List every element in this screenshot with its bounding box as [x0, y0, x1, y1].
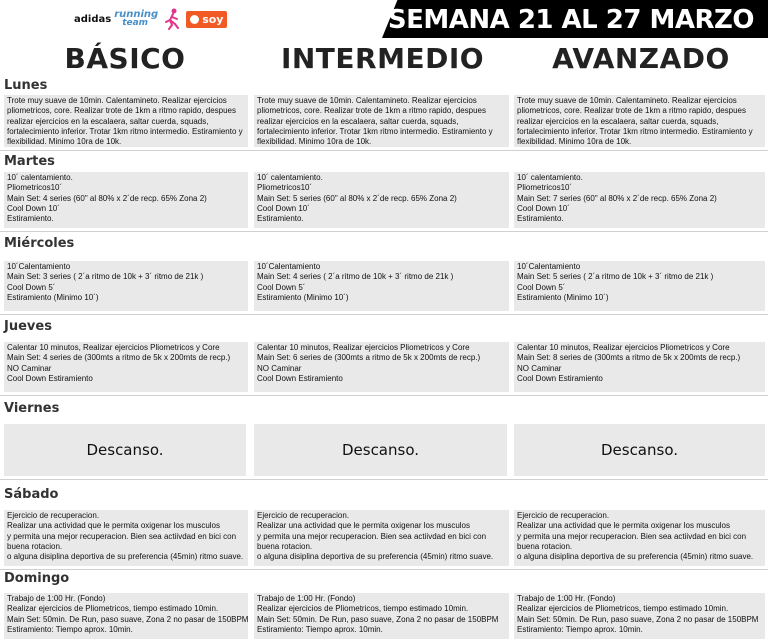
cell-lunes-avanzado: Trote muy suave de 10min. Calentamineto. Realizar ejercicios pliometricos, core. Realizar trote de 1km a ritmo rapido, despues realizar ejercicios en la escalaera, saltar cuerda, squads, fortalecimiento inferior. Trotar 1km ritmo intermedio. Estiramiento y flexibilidad. Minimo 10ra de 10k.	[514, 95, 765, 147]
cell-miercoles-avanzado: 10´Calentamiento Main Set: 5 series ( 2´a ritmo de 10k + 3´ ritmo de 21k ) Cool Down 5´ Estiramiento (Minimo 10´)	[514, 261, 765, 311]
row-divider	[0, 395, 768, 396]
cell-viernes-basico: Descanso.	[4, 424, 246, 476]
cell-viernes-avanzado: Descanso.	[514, 424, 765, 476]
soy-logo: soy	[186, 11, 227, 28]
day-label-domingo: Domingo	[4, 571, 70, 586]
cell-martes-intermedio: 10´ calentamiento. Pliometricos10´ Main Set: 5 series (60" al 80% x 2´de recp. 65% Zona 2) Cool Down 10´ Estiramiento.	[254, 172, 509, 228]
cell-lunes-basico: Trote muy suave de 10min. Calentamineto. Realizar ejercicios pliometricos, core. Realizar trote de 1km a ritmo rapido, despues realizar ejercicios en la escalaera, saltar cuerda, squads, fortalecimiento inferior. Trotar 1km ritmo intermedio. Estiramiento y flexibilidad. Minimo 10ra de 10k.	[4, 95, 248, 147]
cell-martes-basico: 10´ calentamiento. Pliometricos10´ Main Set: 4 series (60" al 80% x 2´de recp. 65% Zona 2) Cool Down 10´ Estiramiento.	[4, 172, 248, 228]
cell-miercoles-basico: 10´Calentamiento Main Set: 3 series ( 2´a ritmo de 10k + 3´ ritmo de 21k ) Cool Down 5´ Estiramiento (Minimo 10´)	[4, 261, 248, 311]
cell-martes-avanzado: 10´ calentamiento. Pliometricos10´ Main Set: 7 series (60" al 80% x 2´de recp. 65% Zona 2) Cool Down 10´ Estiramiento.	[514, 172, 765, 228]
row-divider	[0, 569, 768, 570]
row-divider	[0, 231, 768, 232]
week-title: SEMANA 21 AL 27 MARZO	[387, 5, 754, 35]
header	[0, 0, 768, 38]
row-divider	[0, 150, 768, 151]
level-intermedio-title: INTERMEDIO	[280, 42, 485, 75]
cell-jueves-avanzado: Calentar 10 minutos, Realizar ejercicios Pliometricos y Core Main Set: 8 series de (300mts a ritmo de 5k x 200mts de recp.) NO Caminar Cool Down Estiramiento	[514, 342, 765, 392]
row-divider	[0, 314, 768, 315]
cell-domingo-intermedio: Trabajo de 1:00 Hr. (Fondo) Realizar ejercicios de Pliometricos, tiempo estimado 10min. Main Set: 50min. De Run, paso suave, Zona 2 no pasar de 150BPM Estiramiento: Tiempo aprox. 10min.	[254, 593, 509, 639]
cell-jueves-intermedio: Calentar 10 minutos, Realizar ejercicios Pliometricos y Core Main Set: 6 series de (300mts a ritmo de 5k x 200mts de recp.) NO Caminar Cool Down Estiramiento	[254, 342, 509, 392]
cell-jueves-basico: Calentar 10 minutos, Realizar ejercicios Pliometricos y Core Main Set: 4 series de (300mts a ritmo de 5k x 200mts de recp.) NO Caminar Cool Down Estiramiento	[4, 342, 248, 392]
running-team-logo: running team	[114, 9, 159, 28]
cell-domingo-avanzado: Trabajo de 1:00 Hr. (Fondo) Realizar ejercicios de Pliometricos, tiempo estimado 10min. Main Set: 50min. De Run, paso suave, Zona 2 no pasar de 150BPM Estiramiento: Tiempo aprox. 10min.	[514, 593, 765, 639]
row-divider	[0, 479, 768, 480]
day-label-martes: Martes	[4, 154, 55, 169]
cell-sabado-intermedio: Ejercicio de recuperacion. Realizar una actividad que le permita oxigenar los musculos y permita una mejor recuperacion. Bien sea actiivdad en bici con buena rotacion. o alguna disiplina deportiva de su preferencia (45min) ritmo suave.	[254, 510, 509, 566]
cell-miercoles-intermedio: 10´Calentamiento Main Set: 4 series ( 2´a ritmo de 10k + 3´ ritmo de 21k ) Cool Down 5´ Estiramiento (Minimo 10´)	[254, 261, 509, 311]
day-label-miercoles: Miércoles	[4, 236, 75, 251]
day-label-lunes: Lunes	[4, 78, 48, 93]
cell-viernes-intermedio: Descanso.	[254, 424, 507, 476]
cell-sabado-basico: Ejercicio de recuperacion. Realizar una actividad que le permita oxigenar los musculos y permita una mejor recuperacion. Bien sea actiivdad en bici con buena rotacion. o alguna disiplina deportiva de su preferencia (45min) ritmo suave.	[4, 510, 248, 566]
day-label-sabado: Sábado	[4, 487, 59, 502]
cell-domingo-basico: Trabajo de 1:00 Hr. (Fondo) Realizar ejercicios de Pliometricos, tiempo estimado 10min. Main Set: 50min. De Run, paso suave, Zona 2 no pasar de 150BPM Estiramiento: Tiempo aprox. 10min.	[4, 593, 248, 639]
level-basico-title: BÁSICO	[64, 42, 186, 75]
day-label-viernes: Viernes	[4, 401, 60, 416]
cell-sabado-avanzado: Ejercicio de recuperacion. Realizar una actividad que le permita oxigenar los musculos y permita una mejor recuperacion. Bien sea actiivdad en bici con buena rotacion. o alguna disiplina deportiva de su preferencia (45min) ritmo suave.	[514, 510, 765, 566]
runner-icon	[164, 8, 180, 30]
cell-lunes-intermedio: Trote muy suave de 10min. Calentamineto. Realizar ejercicios pliometricos, core. Realizar trote de 1km a ritmo rapido, despues realizar ejercicios en la escalaera, saltar cuerda, squads, fortalecimiento inferior. Trotar 1km ritmo intermedio. Estiramiento y flexibilidad. Minimo 10ra de 10k.	[254, 95, 509, 147]
day-label-jueves: Jueves	[4, 319, 52, 334]
brand-logos	[74, 4, 227, 34]
adidas-logo: adidas	[74, 13, 112, 25]
level-avanzado-title: AVANZADO	[552, 42, 730, 75]
